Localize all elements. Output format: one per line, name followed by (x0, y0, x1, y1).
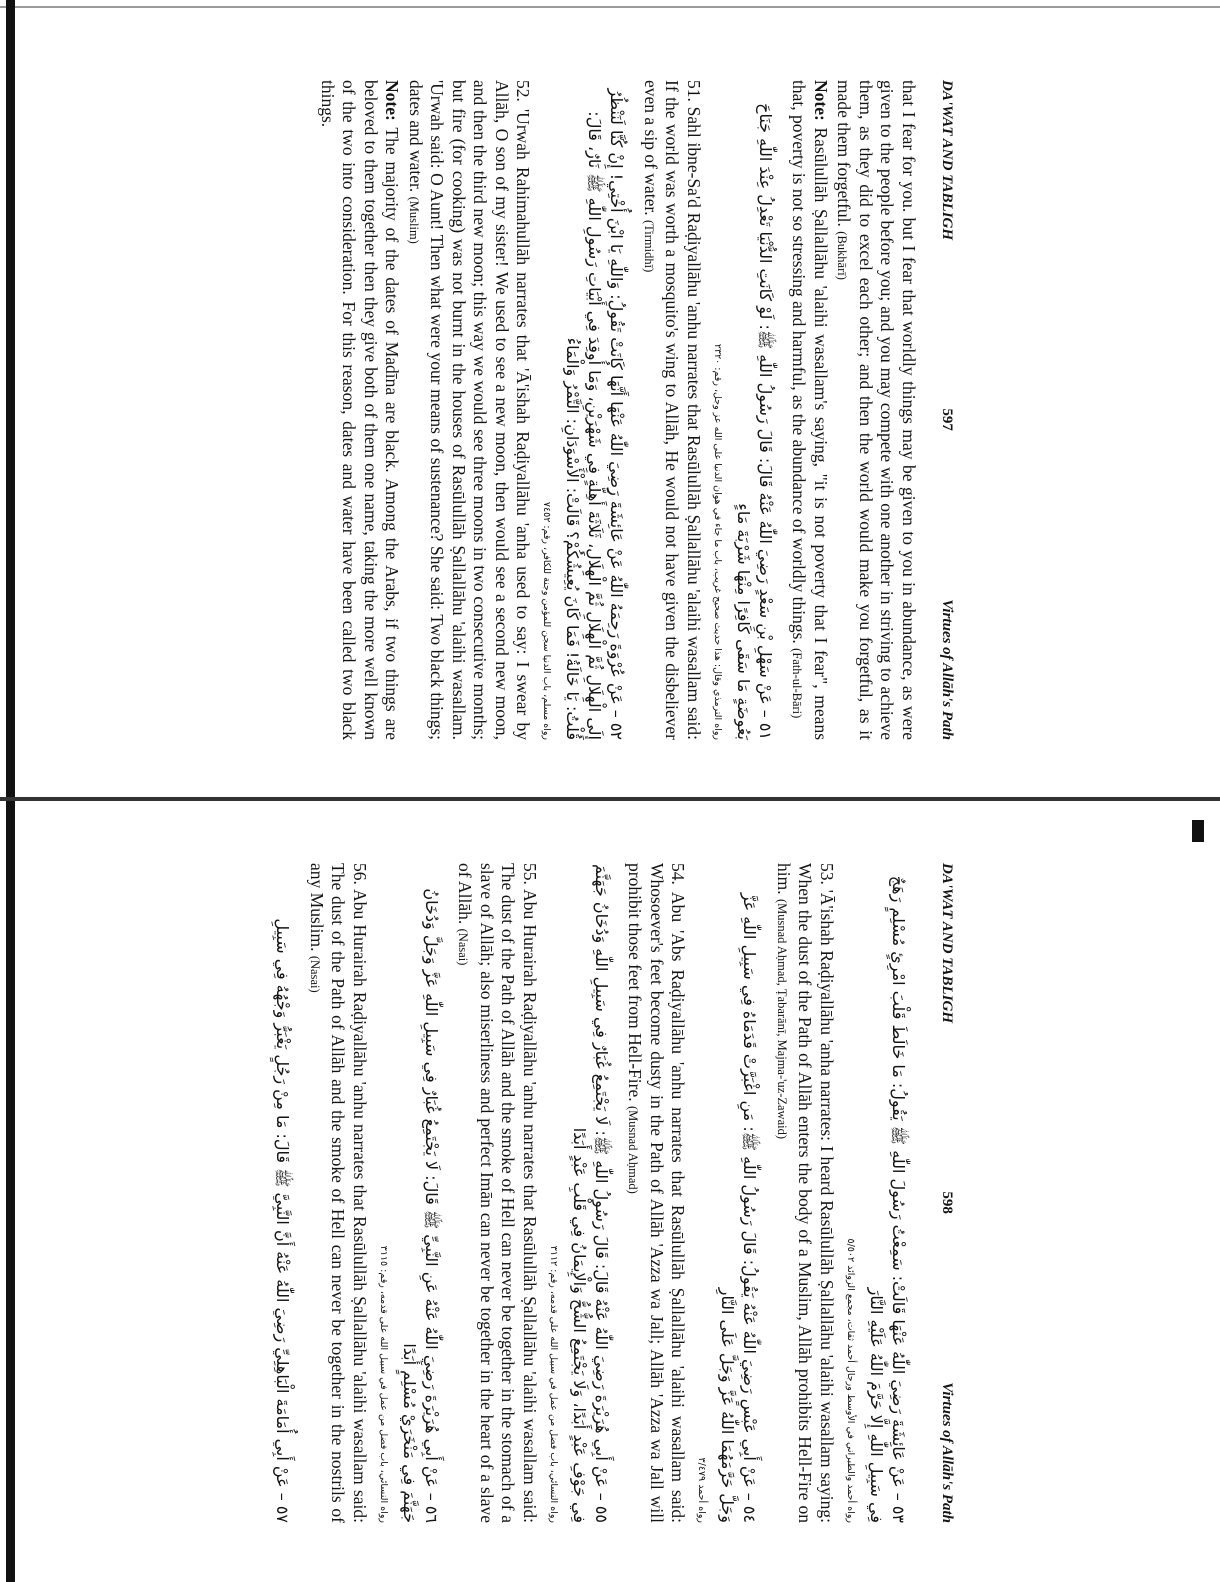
hadith-text: 56. Abu Hurairah Raḍiyallāhu 'anhu narrates that Rasūlullāh Ṣallallāhu 'alaihi wasallam said: The dust of the Path of Allāh and the smoke of Hell can never be together in the nostrils of any Muslim. (307, 863, 370, 1523)
arabic-reference-52: رواه مسلم، باب الدنيا سجن للمؤمن وجنة للكافر، رقم: ٧٤٥٢ (541, 501, 553, 740)
note-paragraph (317, 80, 403, 740)
hadith-text: 51. Sahl ibne-Sa'd Raḍiyallāhu 'anhu narrates that Rasūlullāh Ṣallallāhu 'alaihi wasallam said: If the world was worth a mosquito's wing to Allāh, He would not have given the disbeliever even a sip of water. (641, 80, 704, 740)
hadith-56 (304, 863, 371, 1523)
hadith-text: 54. Abu 'Abs Raḍiyallāhu 'anhu narrates that Rasūlullāh Ṣallallāhu 'alaihi wasallam said: Whosoever's feet become dusty in the Path of Allāh 'Azza wa Jall; Allāh 'Azza wa Jall will prohibit those feet from Hell-Fire. (625, 863, 689, 1523)
page-number: 597 (939, 408, 955, 431)
source-citation: (Bukhārī) (835, 231, 850, 280)
fold-mark (1192, 820, 1204, 842)
note-label: Note: (811, 80, 831, 121)
header-section: Virtues of Allāh's Path (939, 1382, 955, 1523)
page-fold-line (0, 797, 1220, 801)
page-597 (135, 80, 955, 740)
arabic-hadith-52: ٥٢ – عَنْ عُرْوَةَ رَحِمَهُ اللّٰهُ عَنْ عَائِشَةَ رَضِيَ اللّٰهُ عَنْهَا أَنَّهَا كَانَتْ تَقُولُ: وَاللّٰهِ يَا ابْنَ أُخْتِي! إِنْ كُنَّا لَنَنْظُرُ إِلَى الْهِلَالِ ثُمَّ الْهِلَالِ ثُمَّ الْهِلَالِ، ثَلَاثَةَ أَهِلَّةٍ فِي شَهْرَيْنِ، وَمَا أُوقِدَ فِي أَبْيَاتِ رَسُولِ اللّٰهِ ﷺ نَارٌ، قَالَ: قُلْتُ: يَا خَالَةُ! فَمَا كَانَ يُعِيشُكُمْ؟ قَالَتْ: الْأَسْوَدَانِ: التَّمْرُ وَالْمَاءُ (563, 88, 627, 740)
source-citation: (Muslim) (407, 196, 421, 244)
arabic-reference-54: رواه أحمد ٣/٤٧٩ (696, 1457, 708, 1523)
arabic-reference-55: رواه النسائي، باب فضل من عمل في سبيل الله على قدمه، رقم: ٣١١٢ (548, 1245, 559, 1523)
note-label: Note: (382, 80, 403, 121)
hadith-54 (622, 863, 689, 1523)
hadith-55 (452, 863, 540, 1523)
header-title: DA'WAT AND TABLIGH (939, 80, 955, 241)
hadith-52 (403, 80, 534, 740)
source-citation: (Musnad Aḥmad) (626, 1106, 641, 1194)
page-number: 598 (939, 1191, 955, 1214)
running-header (919, 863, 955, 1523)
source-citation: (Fath-ul-Bāri) (790, 648, 805, 719)
paragraph-text: that I fear for you. but I fear that worldly things may be given to you in abundance, as were given to the people before you; and you may compete with one another in striving to achieve them, as they did to excel each other; and then the world would make you forgetful, as it made them forgetful. (834, 80, 919, 740)
hadith-53 (771, 863, 838, 1523)
note-paragraph (786, 80, 831, 740)
page-598 (135, 863, 955, 1523)
scan-edge-left (6, 0, 15, 1582)
hadith-text: 53. 'Ā'ishah Raḍiyallāhu 'anha narrates: I heard Rasūlullāh Ṣallallāhu 'alaihi wasallam saying: When the dust of the Path of Allāh enters the body of a Muslim, Allāh prohibits Hell-Fire on him. (774, 863, 837, 1523)
hadith-text: 52. 'Urwah Rahimahullāh narrates that 'Ā'ishah Raḍiyallāhu 'anha used to say: I swear by Allāh, O son of my sister! We used to see a new moon, then would see a second new moon, and then the third new moon; this way we would see three moons in two consecutive months; but fire (for cooking) was not burnt in the houses of Rasūlullāh Ṣallallāhu 'alaihi wasallam. 'Urwah said: O Aunt! Then what were your means of sustenance? She said: Two black things; dates and water. (406, 80, 534, 740)
running-header (919, 80, 955, 740)
arabic-hadith-53: ٥٣ – عَنْ عَائِشَةَ رَضِيَ اللّٰهُ عَنْهَا قَالَتْ: سَمِعْتُ رَسُولَ اللّٰهِ ﷺ يَقُولُ: مَا خَالَطَ قَلْبَ امْرِئٍ مُسْلِمٍ رَهَجٌ فِي سَبِيلِ اللّٰهِ إِلَّا حَرَّمَ اللّٰهُ عَلَيْهِ النَّارَ (867, 875, 908, 1523)
source-citation: (Nasai) (308, 955, 322, 993)
arabic-hadith-51: ٥١ – عَنْ سَهْلِ بْنِ سَعْدٍ رَضِيَ اللّٰهُ عَنْهُ قَالَ: قَالَ رَسُولُ اللّٰهِ ﷺ: لَوْ كَانَتِ الدُّنْيَا تَعْدِلُ عِنْدَ اللّٰهِ جَنَاحَ بَعُوضَةٍ مَا سَقَى كَافِرًا مِنْهَا شَرْبَةَ مَاءٍ (734, 103, 775, 740)
note-text: Rasūlullāh Ṣallallāhu 'alaihi wasallam's saying, "it is not poverty that I fear", means that, poverty is not so stressing and harmful, as the abundance of worldly things. (789, 80, 831, 741)
arabic-hadith-56: ٥٦ – عَنْ أَبِي هُرَيْرَةَ رَضِيَ اللّٰهُ عَنْهُ عَنِ النَّبِيِّ ﷺ قَالَ: لَا يَجْتَمِعُ غُبَارٌ فِي سَبِيلِ اللّٰهِ عَزَّ وَجَلَّ وَدُخَانُ جَهَنَّمَ فِي مَنْخَرَيْ مُسْلِمٍ أَبَدًا (400, 888, 441, 1523)
arabic-reference-53: رواه أحمد والطبراني في الأوسط ورجال أحمد ثقات، مجمع الزوائد ٥/٥٠٢ (845, 1238, 856, 1523)
hadith-text: 55. Abu Hurairah Raḍiyallāhu 'anhu narrates that Rasūlullāh Ṣallallāhu 'alaihi wasallam said: The dust of the Path of Allāh and the smoke of Hell can never be together in the stomach of a slave of Allāh; also miserliness and perfect Imān can never be together in the heart of a slave of Allāh. (455, 863, 540, 1523)
header-section: Virtues of Allāh's Path (939, 599, 955, 740)
scan-border-top (0, 6, 1220, 8)
arabic-reference-56: رواه النسائي، باب فضل من عمل في سبيل الله على قدمه، رقم: ٣١١٥ (378, 1245, 389, 1523)
arabic-reference-51: رواه الترمذي وقال: هذا حديث صحيح غريب، باب ما جاء في هوان الدنيا على الله عز وجل، رقم: ٢٣٢٠ (712, 343, 723, 740)
arabic-hadith-57: ٥٧ – عَنْ أَبِي أُمَامَةَ الْبَاهِلِيِّ رَضِيَ اللّٰهُ عَنْهُ أَنَّ النَّبِيَّ ﷺ قَالَ: مَا مِنْ رَجُلٍ يَغْبَرُّ وَجْهُهُ فِي سَبِيلِ (273, 918, 293, 1523)
hadith-51 (638, 80, 705, 740)
source-citation: (Musnad Aḥmad, Ṭabarānī, Majma-'uz-Zawaid) (775, 898, 789, 1139)
source-citation: (Nasai) (456, 928, 471, 966)
header-title: DA'WAT AND TABLIGH (939, 863, 955, 1024)
arabic-hadith-54: ٥٤ – عَنْ أَبِي عَبْسٍ رَضِيَ اللّٰهُ عَنْهُ يَقُولُ: قَالَ رَسُولُ اللّٰهِ ﷺ: مَنِ اغْبَرَّتْ قَدَمَاهُ فِي سَبِيلِ اللّٰهِ عَزَّ وَجَلَّ حَرَّمَهُمَا اللّٰهُ عَزَّ وَجَلَّ عَلَى النَّارِ (718, 892, 760, 1523)
source-citation: (Tirmidhī) (642, 219, 656, 273)
note-text: The majority of the dates of Madīna are black. Among the Arabs, if two things are beloved to them together then they give both of them one name, taking the more well known of the two into consideration. For this reason, dates and water have been called two black things. (318, 80, 403, 740)
arabic-hadith-55: ٥٥ – عَنْ أَبِي هُرَيْرَةَ رَضِيَ اللّٰهُ عَنْهُ قَالَ: قَالَ رَسُولُ اللّٰهِ ﷺ: لَا يَجْتَمِعُ غُبَارٌ فِي سَبِيلِ اللّٰهِ وَدُخَانُ جَهَنَّمَ فِي جَوْفِ عَبْدٍ أَبَدًا، وَلَا يَجْتَمِعُ الشُّحُّ وَالْإِيمَانُ فِي قَلْبِ عَبْدٍ أَبَدًا (570, 864, 611, 1523)
paragraph-continued (831, 80, 919, 740)
